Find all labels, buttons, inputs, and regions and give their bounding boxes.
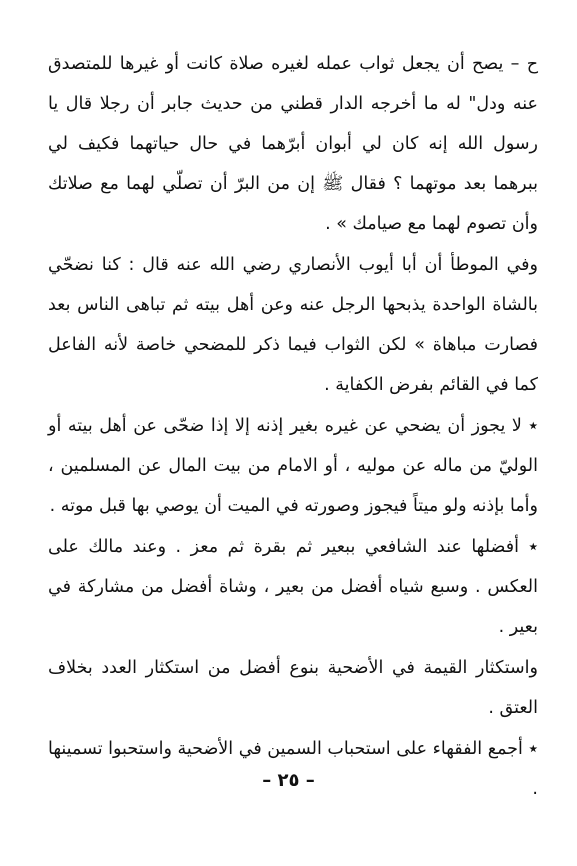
page-number: – ٢٥ –: [262, 770, 315, 791]
paragraph-4: ٭ أفضلها عند الشافعي ببعير ثم بقرة ثم معز . وعند مالك على العكس . وسبع شياه أفضل من بعير ، وشاة أفضل من مشاركة في بعير .: [48, 537, 538, 637]
text-block: [48, 44, 538, 809]
paragraph-6: ٭ أجمع الفقهاء على استحباب السمين في الأضحية واستحبوا تسمينها .: [48, 739, 538, 799]
paragraph-5: واستكثار القيمة في الأضحية بنوع أفضل من استكثار العدد بخلاف العتق .: [48, 658, 538, 718]
paragraph-1: ح – يصح أن يجعل ثواب عمله لغيره صلاة كانت أو غيرها للمتصدق عنه ودل" له ما أخرجه الدار قطني من حديث جابر أن رجلا قال يا رسول الله إنه كان لي أبوان أبرّهما في حال حياتهما فكيف لي ببرهما بعد موتهما ؟ فقال ﷺ إن من البرّ أن تصلّي لهما مع صلاتك وأن تصوم لهما مع صيامك » .: [48, 54, 538, 234]
paragraph-2: وفي الموطأ أن أبا أيوب الأنصاري رضي الله عنه قال : كنا نضحّي بالشاة الواحدة يذبحها الرجل عنه وعن أهل بيته ثم تباهى الناس بعد فصارت مباهاة » لكن الثواب فيما ذكر للمضحي خاصة لأنه الفاعل كما في القائم بفرض الكفاية .: [48, 255, 538, 395]
paragraph-3: ٭ لا يجوز أن يضحي عن غيره بغير إذنه إلا إذا ضحّى عن أهل بيته أو الوليّ من ماله عن موليه ، أو الامام من بيت المال عن المسلمين ، وأما بإذنه ولو ميتاً فيجوز وصورته في الميت أن يوصي بها قبل موته .: [48, 416, 538, 516]
